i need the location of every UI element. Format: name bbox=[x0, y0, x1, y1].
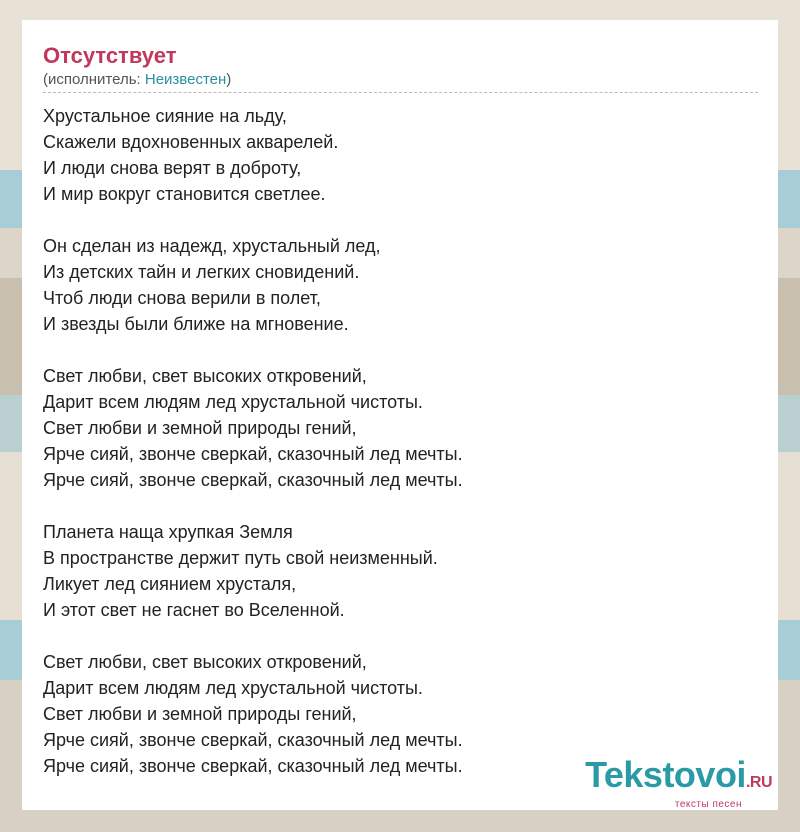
site-logo[interactable] bbox=[585, 754, 772, 810]
lyric-line: Дарит всем людям лед хрустальной чистоты. bbox=[43, 678, 423, 698]
logo-tld: .RU bbox=[745, 774, 772, 791]
stanza bbox=[43, 519, 758, 623]
lyric-line: В пространстве держит путь свой неизменный. bbox=[43, 548, 438, 568]
stanza bbox=[43, 233, 758, 337]
artist-line bbox=[43, 70, 758, 90]
divider bbox=[43, 92, 758, 93]
stanza bbox=[43, 103, 758, 207]
lyric-line: Ярче сияй, звонче сверкай, сказочный лед мечты. bbox=[43, 470, 463, 490]
lyric-line: И люди снова верят в доброту, bbox=[43, 158, 302, 178]
lyric-line: Чтоб люди снова верили в полет, bbox=[43, 288, 321, 308]
lyric-line: Свет любви, свет высоких откровений, bbox=[43, 652, 367, 672]
lyric-line: И мир вокруг становится светлее. bbox=[43, 184, 326, 204]
lyric-line: Из детских тайн и легких сновидений. bbox=[43, 262, 360, 282]
lyrics-card bbox=[22, 20, 778, 810]
lyric-line: Свет любви и земной природы гений, bbox=[43, 704, 357, 724]
lyrics-body bbox=[43, 103, 758, 779]
lyric-line: Свет любви, свет высоких откровений, bbox=[43, 366, 367, 386]
lyric-line: Хрустальное сияние на льду, bbox=[43, 106, 287, 126]
song-title: Отсутствует bbox=[43, 43, 177, 68]
lyric-line: Ярче сияй, звонче сверкай, сказочный лед мечты. bbox=[43, 756, 463, 776]
lyric-line: Планета наща хрупкая Земля bbox=[43, 522, 293, 542]
artist-link[interactable]: Неизвестен bbox=[144, 71, 227, 88]
logo-tagline: тексты песен bbox=[674, 799, 742, 810]
lyric-line: Дарит всем людям лед хрустальной чистоты. bbox=[43, 392, 423, 412]
logo-name: Tekstovoi bbox=[585, 754, 746, 795]
lyric-line: Скажели вдохновенных акварелей. bbox=[43, 132, 339, 152]
artist-prefix: (исполнитель: bbox=[43, 71, 145, 88]
lyric-line: Свет любви и земной природы гений, bbox=[43, 418, 357, 438]
lyric-line: Ярче сияй, звонче сверкай, сказочный лед мечты. bbox=[43, 730, 463, 750]
logo-wordmark bbox=[585, 754, 772, 801]
stanza bbox=[43, 363, 758, 493]
lyric-line: Он сделан из надежд, хрустальный лед, bbox=[43, 236, 381, 256]
lyric-line: Ликует лед сиянием хрусталя, bbox=[43, 574, 297, 594]
artist-suffix: ) bbox=[226, 71, 232, 88]
lyric-line: И звезды были ближе на мгновение. bbox=[43, 314, 349, 334]
lyric-line: И этот свет не гаснет во Вселенной. bbox=[43, 600, 345, 620]
lyric-line: Ярче сияй, звонче сверкай, сказочный лед мечты. bbox=[43, 444, 463, 464]
